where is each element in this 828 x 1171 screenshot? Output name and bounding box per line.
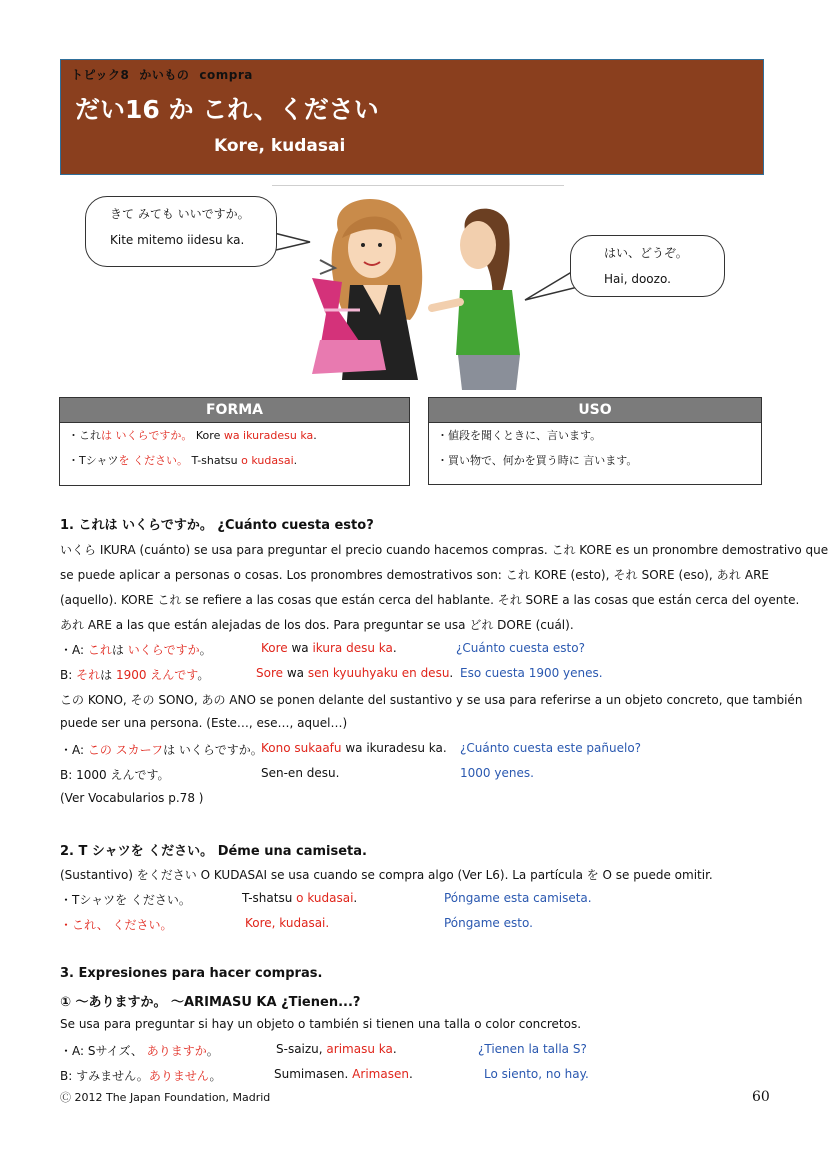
jp-red: これ — [87, 643, 112, 657]
section-3-subheading: ① ～ありますか。 ～ARIMASU KA ¿Tienen...? — [60, 995, 361, 1010]
forma-period: . — [293, 454, 298, 467]
romaji-red: arimasu ka — [326, 1042, 393, 1056]
romaji-red: Kono sukaafu — [261, 741, 342, 755]
example-a2-romaji — [261, 741, 447, 755]
jp-red: それ — [76, 668, 101, 682]
jp-red: この スカーフ — [87, 743, 164, 757]
forma-jp: これ — [79, 429, 101, 442]
speech-bubble-right — [570, 235, 725, 297]
section-2-description: (Sustantivo) をください O KUDASAI se usa cuando se compra algo (Ver L6). La partícula を O se puede omitir. — [60, 868, 713, 882]
section-2-heading: 2. T シャツを ください。 Déme una camiseta. — [60, 844, 367, 859]
example-b2-jp: B: 1000 えんです。 — [60, 768, 170, 782]
romaji-text: wa — [283, 666, 308, 680]
romaji-red: Sore — [256, 666, 284, 680]
romaji-red: Arimasen — [352, 1067, 409, 1081]
forma-romaji-red: wa ikuradesu ka — [223, 429, 314, 442]
jp-red: ありますか — [146, 1044, 207, 1058]
romaji-text: wa — [287, 641, 313, 655]
example-s3a-romaji — [276, 1042, 397, 1056]
romaji-text: wa ikuradesu ka. — [341, 741, 447, 755]
section-1-heading: 1. これは いくらですか。 ¿Cuánto cuesta esto? — [60, 518, 374, 533]
forma-romaji-red: o kudasai — [241, 454, 294, 467]
uso-row: ・値段を聞くときに、言います。 — [437, 429, 602, 442]
jp-red: ありません — [148, 1069, 210, 1083]
forma-romaji: T-shatsu — [188, 454, 242, 467]
bullet: ・ — [68, 429, 79, 442]
example-1-spanish: Póngame esta camiseta. — [444, 891, 592, 905]
page-number: 60 — [752, 1089, 770, 1105]
example-a2-jp — [60, 741, 263, 758]
example-a-jp — [60, 641, 212, 658]
jp-text: 。 — [199, 643, 212, 657]
section-1-line: あれ ARE a las que están alejadas de los dos. Para preguntar se usa どれ DORE (cuál). — [60, 618, 574, 632]
forma-jp-red: いくらですか。 — [112, 429, 193, 442]
example-b-spanish: Eso cuesta 1900 yenes. — [460, 666, 603, 680]
romaji-text: Sumimasen. — [274, 1067, 353, 1081]
example-a2-spanish: ¿Cuánto cuesta este pañuelo? — [460, 741, 642, 755]
romaji-text: T-shatsu — [242, 891, 297, 905]
forma-particle: を — [118, 454, 130, 467]
forma-row — [60, 448, 409, 473]
jp-text: は いくらですか。 — [163, 743, 263, 757]
section-1-line: se puede aplicar a personas o cosas. Los pronombres demostrativos son: これ KORE (esto), それ SORE (eso), あれ ARE — [60, 568, 769, 582]
romaji-text: . — [408, 1067, 413, 1081]
forma-box — [59, 397, 410, 486]
jp-red: 1900 えんです — [115, 668, 198, 682]
jp-text: ・A: Sサイズ、 — [60, 1044, 147, 1058]
speech-bubble-left — [85, 196, 277, 267]
romaji-red: sen kyuuhyaku en desu — [307, 666, 450, 680]
example-2-spanish: Póngame esto. — [444, 916, 533, 930]
vocabulary-reference: (Ver Vocabularios p.78 ) — [60, 791, 204, 805]
forma-period: . — [313, 429, 317, 442]
jp-text: B: すみません。 — [60, 1069, 149, 1083]
romaji-text: . — [392, 641, 397, 655]
section-1-line: (aquello). KORE これ se refiere a las cosas que están cerca del hablante. それ SORE a las cosas que están cerca del oyente. — [60, 593, 800, 607]
forma-title: FORMA — [60, 398, 409, 423]
example-b2-romaji: Sen-en desu. — [261, 766, 340, 780]
bullet: ・ — [68, 454, 79, 467]
example-s3b-romaji — [274, 1067, 413, 1081]
lesson-banner — [60, 59, 764, 175]
topic-jp: かいもの — [139, 68, 190, 82]
example-s3a-jp — [60, 1042, 219, 1059]
section-3-heading: 3. Expresiones para hacer compras. — [60, 966, 323, 981]
forma-row — [60, 423, 409, 448]
romaji-text: . — [392, 1042, 397, 1056]
uso-box — [428, 397, 762, 485]
section-1-line: いくら IKURA (cuánto) se usa para preguntar el precio cuando hacemos compras. これ KORE es un pronombre demostrativo que — [60, 543, 828, 557]
lesson-title: だい16 か これ、ください — [75, 95, 379, 124]
lesson-romaji: Kore, kudasai — [214, 136, 346, 156]
bubble-right-jp: はい、どうぞ。 — [604, 246, 688, 260]
topic-line — [71, 66, 253, 83]
forma-particle: は — [101, 429, 112, 442]
forma-romaji: Kore — [192, 429, 224, 442]
romaji-text: S-saizu, — [276, 1042, 327, 1056]
example-b-jp — [60, 666, 209, 683]
copyright: Ⓒ 2012 The Japan Foundation, Madrid — [60, 1091, 271, 1104]
romaji-text: . — [449, 666, 454, 680]
jp-text: 。 — [209, 1069, 222, 1083]
forma-jp: Tシャツ — [79, 454, 119, 467]
example-1-jp: ・Tシャツを ください。 — [60, 893, 191, 907]
bubble-left-jp: きて みても いいですか。 — [110, 207, 250, 221]
example-prefix: ・A: — [60, 743, 88, 757]
bubble-left-romaji: Kite mitemo iidesu ka. — [110, 233, 245, 247]
example-s3a-spanish: ¿Tienen la talla S? — [478, 1042, 587, 1056]
example-prefix: B: — [60, 668, 77, 682]
example-b-romaji — [256, 666, 453, 680]
section-3-description: Se usa para preguntar si hay un objeto o también si tienen una talla o color concretos. — [60, 1017, 582, 1031]
example-2-romaji: Kore, kudasai. — [245, 916, 330, 930]
example-1-romaji — [242, 891, 357, 905]
customer-figure — [432, 209, 520, 390]
romaji-red: o kudasai — [296, 891, 354, 905]
romaji-text: . — [353, 891, 358, 905]
demonstrative-line: この KONO, その SONO, あの ANO se ponen delante del sustantivo y se usa para referirse a un objeto concreto, que también — [60, 693, 803, 707]
example-b2-spanish: 1000 yenes. — [460, 766, 534, 780]
romaji-red: Kore — [261, 641, 288, 655]
forma-jp-red: ください。 — [129, 454, 188, 467]
jp-text: 。 — [206, 1044, 219, 1058]
jp-red: いくらですか — [127, 643, 200, 657]
example-s3b-spanish: Lo siento, no hay. — [484, 1067, 589, 1081]
example-s3b-jp — [60, 1067, 222, 1084]
example-prefix: ・A: — [60, 643, 88, 657]
example-a-spanish: ¿Cuánto cuesta esto? — [456, 641, 585, 655]
romaji-red: ikura desu ka — [312, 641, 393, 655]
topic-label: トピック8 — [71, 68, 130, 82]
jp-text: 。 — [197, 668, 210, 682]
bubble-right-romaji: Hai, doozo. — [604, 272, 671, 286]
example-2-jp: ・これ、 ください。 — [60, 918, 173, 932]
jp-text: は — [100, 668, 116, 682]
example-a-romaji — [261, 641, 397, 655]
illustration-divider — [272, 185, 564, 186]
topic-es: compra — [199, 68, 253, 82]
uso-row: ・買い物で、何かを買う時に 言います。 — [437, 454, 638, 467]
jp-text: は — [111, 643, 128, 657]
demonstrative-line: puede ser una persona. (Este…, ese…, aquel…) — [60, 716, 348, 730]
uso-title: USO — [429, 398, 761, 423]
